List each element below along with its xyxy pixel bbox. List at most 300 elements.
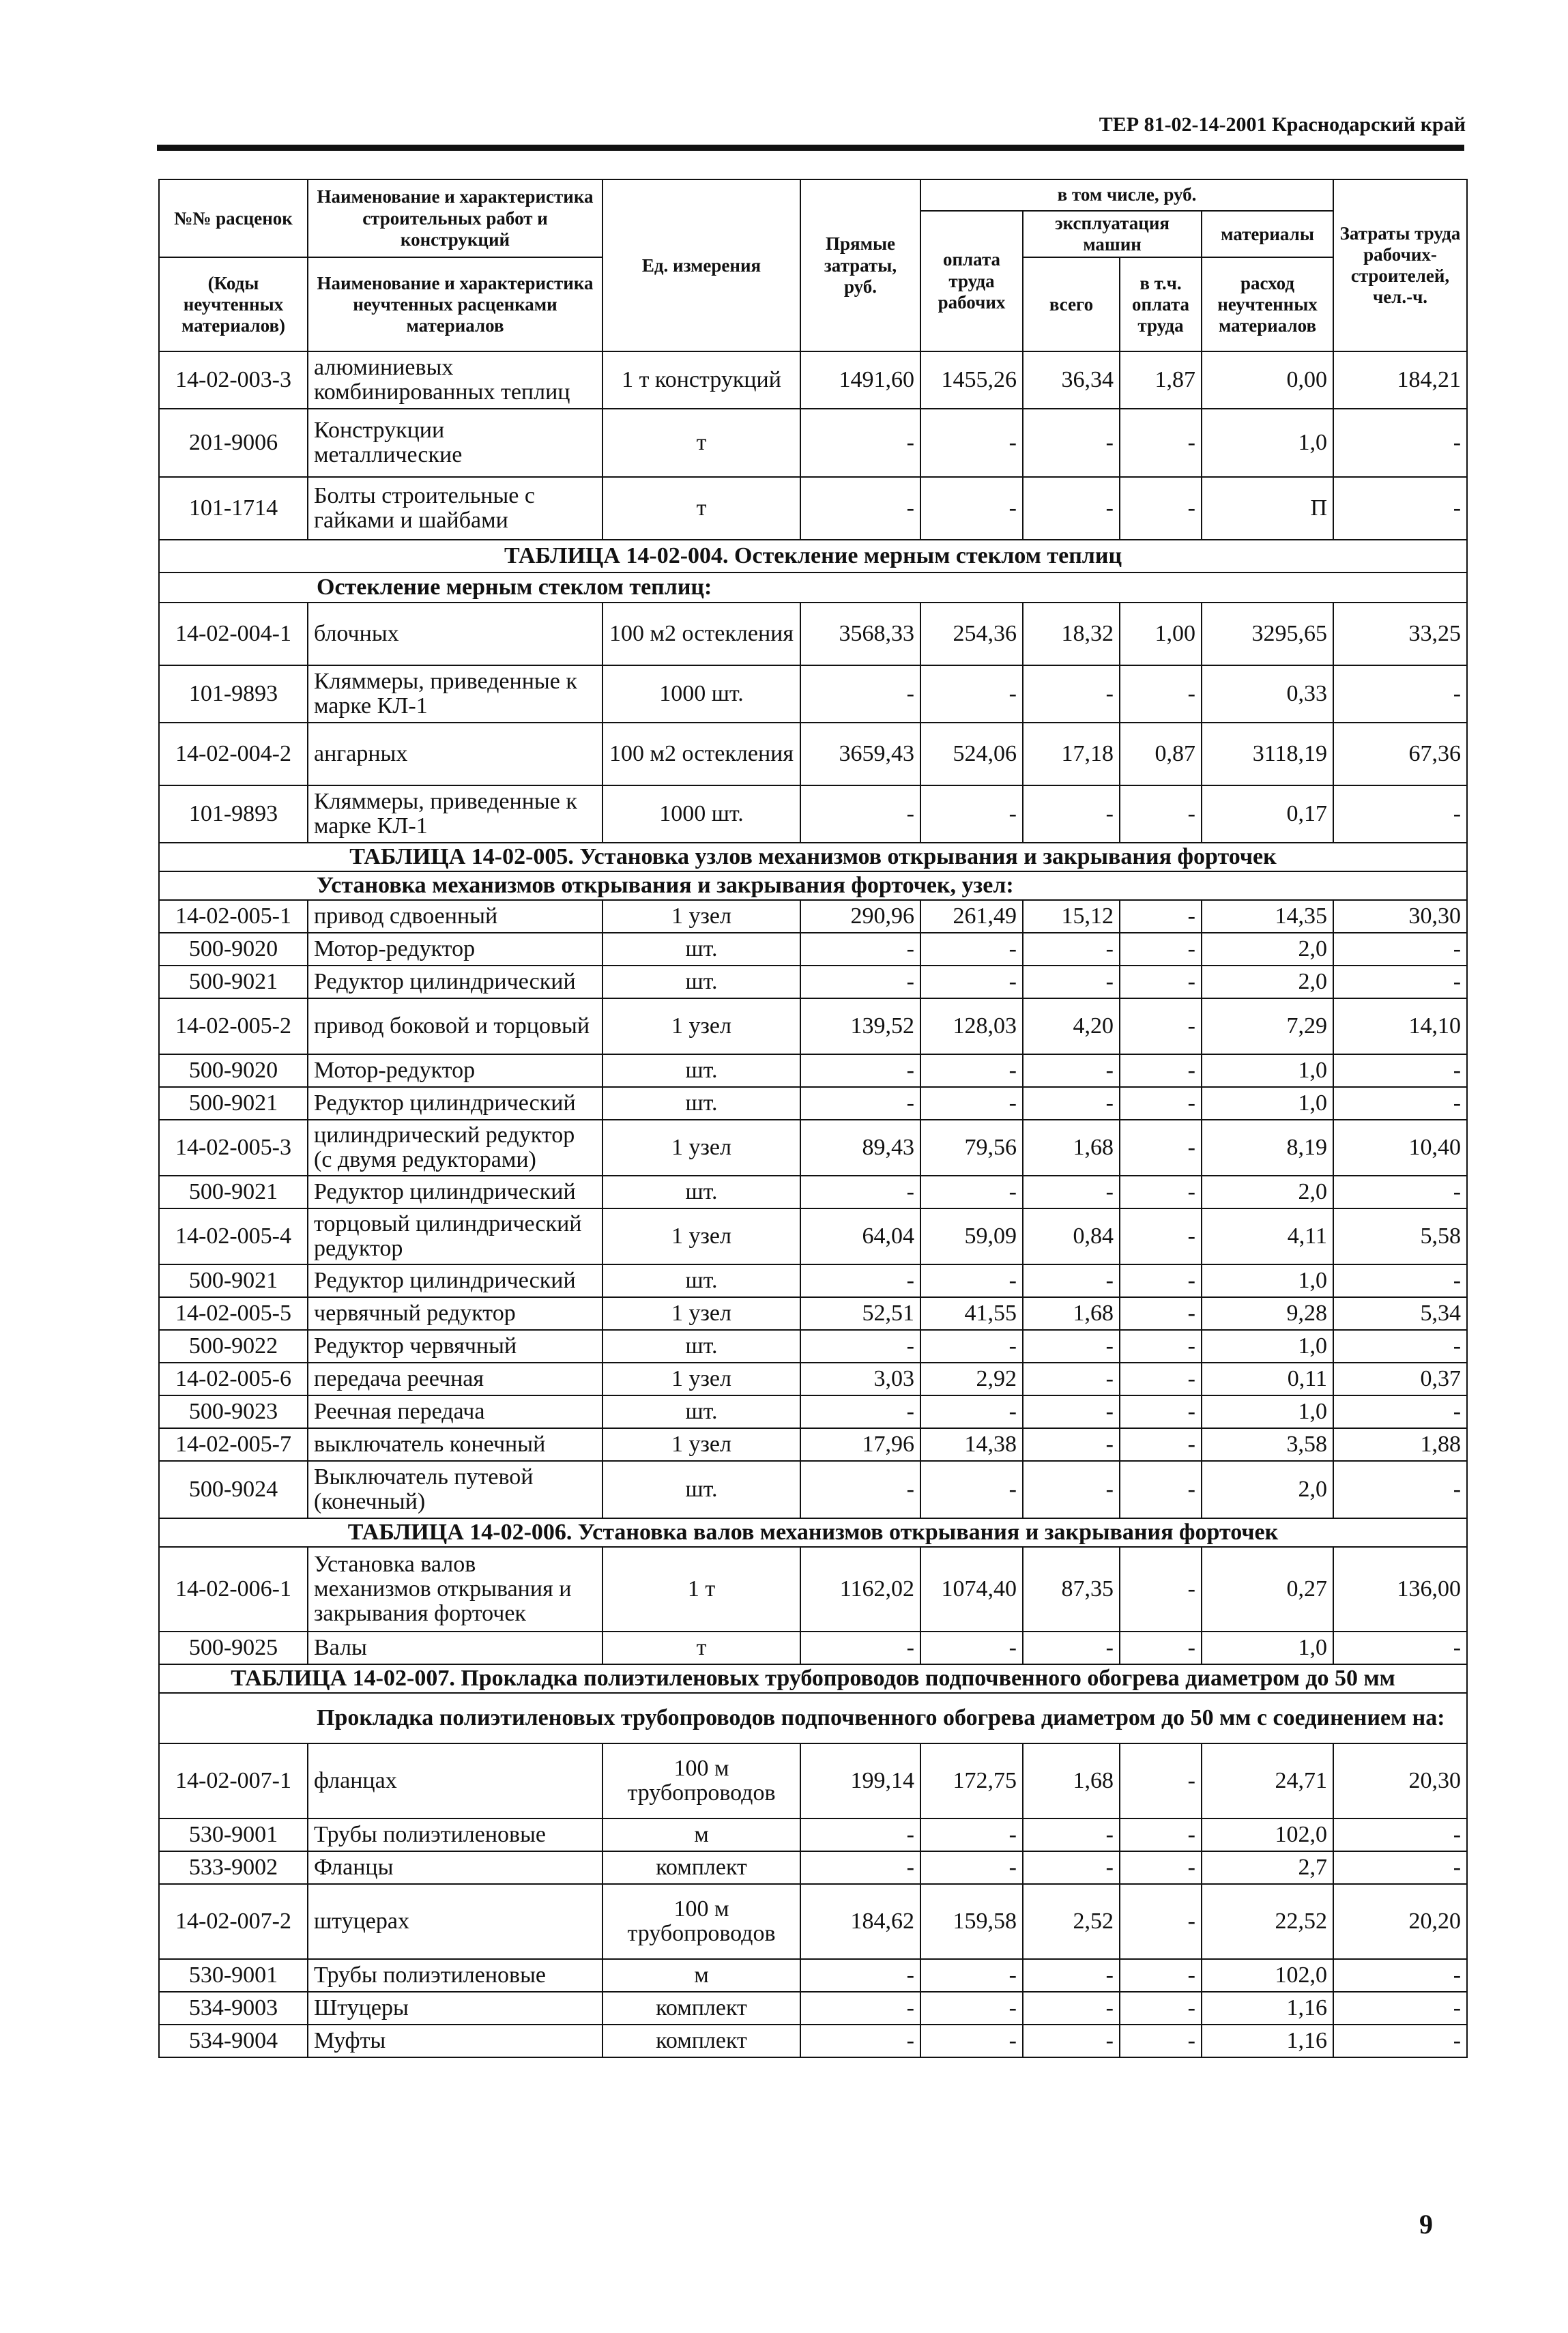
cell-name: блочных [308, 603, 602, 665]
cell-name: Фланцы [308, 1851, 602, 1884]
cell-wages: 79,56 [920, 1120, 1023, 1176]
cell-direct-costs: 1162,02 [800, 1547, 920, 1632]
cell-name: Болты строительные с гайками и шайбами [308, 477, 602, 540]
cell-machines-wages: - [1120, 1330, 1202, 1363]
cell-direct-costs: - [800, 933, 920, 966]
cell-unit: 100 м трубопроводов [602, 1743, 800, 1818]
cell-machines-wages: - [1120, 785, 1202, 843]
header-including: в том числе, руб. [920, 179, 1333, 211]
cell-name: Трубы полиэтиленовые [308, 1818, 602, 1851]
cell-code: 14-02-006-1 [159, 1547, 308, 1632]
cell-materials: 24,71 [1202, 1743, 1333, 1818]
cell-labor: 10,40 [1333, 1120, 1467, 1176]
table-row [159, 1363, 1467, 1395]
cell-direct-costs: 139,52 [800, 998, 920, 1054]
cell-direct-costs: - [800, 665, 920, 723]
cell-code: 500-9021 [159, 1264, 308, 1297]
cell-machines-wages: - [1120, 1176, 1202, 1208]
cell-name: Редуктор червячный [308, 1330, 602, 1363]
cell-code: 530-9001 [159, 1959, 308, 1992]
cell-labor: - [1333, 1461, 1467, 1518]
cell-machines-total: - [1023, 1176, 1120, 1208]
table-row [159, 1264, 1467, 1297]
cell-direct-costs: 3568,33 [800, 603, 920, 665]
cell-labor: 33,25 [1333, 603, 1467, 665]
cell-wages: - [920, 1176, 1023, 1208]
cell-labor: - [1333, 1818, 1467, 1851]
cell-machines-wages: - [1120, 1743, 1202, 1818]
header-materials: материалы [1202, 211, 1333, 257]
cell-machines-total: 17,18 [1023, 723, 1120, 785]
cell-unit: шт. [602, 1395, 800, 1428]
cell-name: Редуктор цилиндрический [308, 1087, 602, 1120]
cell-machines-total: - [1023, 966, 1120, 998]
cell-labor: - [1333, 1330, 1467, 1363]
cell-wages: 524,06 [920, 723, 1023, 785]
cell-code: 14-02-004-2 [159, 723, 308, 785]
cell-machines-total: - [1023, 1992, 1120, 2025]
table-row [159, 603, 1467, 665]
header-labor-costs: Затраты труда рабочих-строителей, чел.-ч. [1333, 179, 1467, 351]
cell-materials: 0,33 [1202, 665, 1333, 723]
cell-machines-total: - [1023, 1851, 1120, 1884]
cell-name: Мотор-редуктор [308, 1054, 602, 1087]
cell-labor: - [1333, 966, 1467, 998]
cell-labor: - [1333, 409, 1467, 477]
cell-direct-costs: - [800, 1851, 920, 1884]
table-row [159, 1297, 1467, 1330]
cell-wages: - [920, 1054, 1023, 1087]
cell-machines-total: 4,20 [1023, 998, 1120, 1054]
header-name [308, 179, 602, 257]
cell-machines-total: 2,52 [1023, 1884, 1120, 1959]
cell-code: 14-02-007-2 [159, 1884, 308, 1959]
cell-labor: - [1333, 1054, 1467, 1087]
cell-wages: - [920, 1818, 1023, 1851]
section-title: Прокладка полиэтиленовых трубопроводов подпочвенного обогрева диаметром до 50 мм с соединением на: [159, 1693, 1467, 1743]
cell-unit: шт. [602, 1330, 800, 1363]
cell-labor: - [1333, 1087, 1467, 1120]
cell-machines-total: - [1023, 409, 1120, 477]
cell-name: Муфты [308, 2025, 602, 2057]
section-header-row [159, 573, 1467, 603]
cell-machines-wages: - [1120, 1087, 1202, 1120]
cell-name: алюминиевых комбинированных теплиц [308, 351, 602, 409]
cell-labor: - [1333, 1176, 1467, 1208]
cell-materials: 14,35 [1202, 900, 1333, 933]
cell-machines-total: - [1023, 1363, 1120, 1395]
header-unit: Ед. измерения [602, 179, 800, 351]
cell-materials: 2,7 [1202, 1851, 1333, 1884]
header-rule [157, 145, 1464, 151]
cell-materials: 9,28 [1202, 1297, 1333, 1330]
cell-materials: 8,19 [1202, 1120, 1333, 1176]
cell-labor: - [1333, 2025, 1467, 2057]
cell-name: штуцерах [308, 1884, 602, 1959]
cell-machines-total: - [1023, 2025, 1120, 2057]
cell-unit: шт. [602, 1461, 800, 1518]
cell-unit: 100 м2 остекления [602, 723, 800, 785]
page-number: 9 [1419, 2209, 1433, 2240]
cell-machines-wages: - [1120, 1395, 1202, 1428]
cell-materials: 1,0 [1202, 1395, 1333, 1428]
cell-materials: 2,0 [1202, 1461, 1333, 1518]
cell-labor: - [1333, 933, 1467, 966]
cell-unit: 1 т конструкций [602, 351, 800, 409]
cell-labor: 0,37 [1333, 1363, 1467, 1395]
cell-machines-total: 1,68 [1023, 1297, 1120, 1330]
cell-machines-total: - [1023, 1395, 1120, 1428]
cell-materials: 102,0 [1202, 1959, 1333, 1992]
table-row [159, 1547, 1467, 1632]
cell-code: 500-9022 [159, 1330, 308, 1363]
cell-materials: 0,00 [1202, 351, 1333, 409]
cell-direct-costs: - [800, 2025, 920, 2057]
cell-machines-wages: - [1120, 1959, 1202, 1992]
cell-code: 101-9893 [159, 665, 308, 723]
cell-wages: - [920, 785, 1023, 843]
cell-materials: 1,0 [1202, 1632, 1333, 1664]
section-title: Установка механизмов открывания и закрывания форточек, узел: [159, 871, 1467, 900]
cell-name: Кляммеры, приведенные к марке КЛ-1 [308, 785, 602, 843]
document-header: ТЕР 81-02-14-2001 Краснодарский край [1099, 113, 1466, 136]
cell-code: 14-02-003-3 [159, 351, 308, 409]
cell-name: выключатель конечный [308, 1428, 602, 1461]
cell-machines-total: 1,68 [1023, 1743, 1120, 1818]
cell-materials: П [1202, 477, 1333, 540]
cell-unit: 100 м2 остекления [602, 603, 800, 665]
cell-name: привод сдвоенный [308, 900, 602, 933]
cell-direct-costs: 184,62 [800, 1884, 920, 1959]
cell-unit: шт. [602, 1264, 800, 1297]
cell-name: Установка валов механизмов открывания и закрывания форточек [308, 1547, 602, 1632]
cell-labor: - [1333, 1264, 1467, 1297]
cell-direct-costs: - [800, 1992, 920, 2025]
cell-direct-costs: - [800, 1264, 920, 1297]
cell-wages: - [920, 933, 1023, 966]
cell-code: 534-9003 [159, 1992, 308, 2025]
cell-direct-costs: - [800, 409, 920, 477]
cell-materials: 1,16 [1202, 2025, 1333, 2057]
cell-name: ангарных [308, 723, 602, 785]
cell-machines-total: - [1023, 1818, 1120, 1851]
header-name-unaccounted: Наименование и характеристика неучтенных расценками материалов [308, 257, 602, 351]
cell-machines-total: - [1023, 933, 1120, 966]
cell-direct-costs: - [800, 1054, 920, 1087]
cell-machines-total: - [1023, 1264, 1120, 1297]
cell-name: Валы [308, 1632, 602, 1664]
table-row [159, 1461, 1467, 1518]
cell-name: червячный редуктор [308, 1297, 602, 1330]
table-row [159, 1818, 1467, 1851]
cell-wages: - [920, 477, 1023, 540]
cell-labor: - [1333, 665, 1467, 723]
cell-labor: - [1333, 1992, 1467, 2025]
cell-name: Конструкции металлические [308, 409, 602, 477]
cell-direct-costs: - [800, 1461, 920, 1518]
cell-unit: 1 узел [602, 1297, 800, 1330]
cell-code: 530-9001 [159, 1818, 308, 1851]
cell-wages: 159,58 [920, 1884, 1023, 1959]
cell-direct-costs: - [800, 477, 920, 540]
cell-labor: - [1333, 1959, 1467, 1992]
cell-labor: 1,88 [1333, 1428, 1467, 1461]
cell-machines-wages: - [1120, 1297, 1202, 1330]
cell-wages: - [920, 2025, 1023, 2057]
cell-direct-costs: 52,51 [800, 1297, 920, 1330]
table-title-row [159, 1664, 1467, 1693]
cell-direct-costs: 199,14 [800, 1743, 920, 1818]
table-row [159, 1428, 1467, 1461]
cell-code: 14-02-005-5 [159, 1297, 308, 1330]
cell-labor: 30,30 [1333, 900, 1467, 933]
cell-name: Выключатель путевой (конечный) [308, 1461, 602, 1518]
cell-machines-total: - [1023, 1461, 1120, 1518]
cell-machines-total: - [1023, 1428, 1120, 1461]
cell-unit: шт. [602, 933, 800, 966]
cell-machines-wages: - [1120, 1054, 1202, 1087]
cell-wages: - [920, 1992, 1023, 2025]
cell-direct-costs: - [800, 785, 920, 843]
section-title: Остекление мерным стеклом теплиц: [159, 573, 1467, 603]
table-row [159, 2025, 1467, 2057]
cell-direct-costs: - [800, 1176, 920, 1208]
cell-unit: шт. [602, 1087, 800, 1120]
cell-labor: - [1333, 1632, 1467, 1664]
cell-machines-total: - [1023, 1632, 1120, 1664]
table-title: ТАБЛИЦА 14-02-006. Установка валов механизмов открывания и закрывания форточек [159, 1518, 1467, 1547]
cell-wages: 2,92 [920, 1363, 1023, 1395]
cell-labor: 20,20 [1333, 1884, 1467, 1959]
table-row [159, 1330, 1467, 1363]
header-materials-consumption: расход неучтенных материалов [1202, 257, 1333, 351]
cell-machines-wages: - [1120, 1884, 1202, 1959]
table-row [159, 966, 1467, 998]
cell-machines-wages: - [1120, 2025, 1202, 2057]
cell-wages: 14,38 [920, 1428, 1023, 1461]
cell-machines-wages: - [1120, 1120, 1202, 1176]
cell-code: 101-9893 [159, 785, 308, 843]
table-row [159, 1884, 1467, 1959]
cell-unit: 1 узел [602, 1120, 800, 1176]
table-row [159, 1087, 1467, 1120]
cell-machines-wages: - [1120, 998, 1202, 1054]
cell-unit: комплект [602, 2025, 800, 2057]
cell-unit: т [602, 477, 800, 540]
cell-wages: 261,49 [920, 900, 1023, 933]
cell-code: 201-9006 [159, 409, 308, 477]
cell-materials: 3118,19 [1202, 723, 1333, 785]
cell-code: 14-02-005-7 [159, 1428, 308, 1461]
cell-name: привод боковой и торцовый [308, 998, 602, 1054]
cell-machines-total: 0,84 [1023, 1208, 1120, 1264]
cell-code: 534-9004 [159, 2025, 308, 2057]
cell-labor: 136,00 [1333, 1547, 1467, 1632]
cell-code: 101-1714 [159, 477, 308, 540]
cell-name: Редуктор цилиндрический [308, 966, 602, 998]
table-row [159, 1632, 1467, 1664]
cell-labor: - [1333, 785, 1467, 843]
cell-wages: 59,09 [920, 1208, 1023, 1264]
cell-unit: т [602, 409, 800, 477]
table-row [159, 1992, 1467, 2025]
cell-name: торцовый цилиндрический редуктор [308, 1208, 602, 1264]
cell-unit: м [602, 1959, 800, 1992]
table-header [159, 179, 1467, 351]
cell-labor: - [1333, 477, 1467, 540]
cell-direct-costs: 3659,43 [800, 723, 920, 785]
cell-labor: - [1333, 1851, 1467, 1884]
table-row [159, 477, 1467, 540]
cell-unit: комплект [602, 1851, 800, 1884]
cell-unit: шт. [602, 1176, 800, 1208]
cell-labor: 184,21 [1333, 351, 1467, 409]
cell-machines-wages: - [1120, 1632, 1202, 1664]
cell-materials: 1,16 [1202, 1992, 1333, 2025]
cell-direct-costs: - [800, 1632, 920, 1664]
cell-materials: 2,0 [1202, 1176, 1333, 1208]
cell-code: 14-02-005-3 [159, 1120, 308, 1176]
cell-name: Реечная передача [308, 1395, 602, 1428]
cell-code: 14-02-005-2 [159, 998, 308, 1054]
cell-machines-total: 87,35 [1023, 1547, 1120, 1632]
table-row [159, 409, 1467, 477]
table-row [159, 933, 1467, 966]
cell-labor: 20,30 [1333, 1743, 1467, 1818]
cell-labor: 67,36 [1333, 723, 1467, 785]
header-direct-costs: Прямые затраты, руб. [800, 179, 920, 351]
cell-machines-wages: - [1120, 1851, 1202, 1884]
cell-name: Трубы полиэтиленовые [308, 1959, 602, 1992]
cell-name: Мотор-редуктор [308, 933, 602, 966]
cell-wages: - [920, 409, 1023, 477]
cell-unit: 100 м трубопроводов [602, 1884, 800, 1959]
cell-materials: 1,0 [1202, 1264, 1333, 1297]
cell-materials: 1,0 [1202, 409, 1333, 477]
cell-wages: 172,75 [920, 1743, 1023, 1818]
cell-code: 500-9025 [159, 1632, 308, 1664]
cell-machines-wages: - [1120, 1428, 1202, 1461]
cell-code: 14-02-005-1 [159, 900, 308, 933]
cell-machines-wages: 1,00 [1120, 603, 1202, 665]
cell-name: Редуктор цилиндрический [308, 1264, 602, 1297]
cell-code: 500-9021 [159, 1176, 308, 1208]
cell-wages: - [920, 1264, 1023, 1297]
cell-materials: 3,58 [1202, 1428, 1333, 1461]
cell-unit: 1000 шт. [602, 665, 800, 723]
cell-machines-wages: - [1120, 1992, 1202, 2025]
cell-direct-costs: - [800, 1395, 920, 1428]
cell-machines-wages: - [1120, 966, 1202, 998]
cell-direct-costs: 64,04 [800, 1208, 920, 1264]
cell-direct-costs: - [800, 1818, 920, 1851]
cell-labor: - [1333, 1395, 1467, 1428]
cell-machines-wages: - [1120, 665, 1202, 723]
table-row [159, 1851, 1467, 1884]
cell-name: передача реечная [308, 1363, 602, 1395]
cell-code: 14-02-005-4 [159, 1208, 308, 1264]
cell-unit: 1 узел [602, 1363, 800, 1395]
table-row [159, 1395, 1467, 1428]
header-name-label: Наименование и характеристика строительных работ и конструкций [317, 186, 594, 250]
cell-direct-costs: - [800, 1330, 920, 1363]
cell-labor: 5,58 [1333, 1208, 1467, 1264]
section-header-row [159, 871, 1467, 900]
cell-direct-costs: - [800, 1959, 920, 1992]
cell-name: Редуктор цилиндрический [308, 1176, 602, 1208]
table-title-row [159, 540, 1467, 573]
cell-name: цилиндрический редуктор (с двумя редукторами) [308, 1120, 602, 1176]
cell-wages: 254,36 [920, 603, 1023, 665]
cell-unit: 1 т [602, 1547, 800, 1632]
cell-machines-total: - [1023, 1087, 1120, 1120]
cell-machines-wages: - [1120, 933, 1202, 966]
cell-unit: 1 узел [602, 1428, 800, 1461]
cell-unit: 1 узел [602, 900, 800, 933]
cell-wages: - [920, 1851, 1023, 1884]
table-title: ТАБЛИЦА 14-02-005. Установка узлов механизмов открывания и закрывания форточек [159, 843, 1467, 871]
cell-direct-costs: - [800, 966, 920, 998]
table-row [159, 1054, 1467, 1087]
table-row [159, 998, 1467, 1054]
cell-code: 14-02-005-6 [159, 1363, 308, 1395]
cell-labor: 14,10 [1333, 998, 1467, 1054]
cell-machines-wages: - [1120, 1547, 1202, 1632]
table-body [159, 351, 1467, 2057]
cell-wages: 41,55 [920, 1297, 1023, 1330]
table-row [159, 1743, 1467, 1818]
cell-materials: 3295,65 [1202, 603, 1333, 665]
cell-materials: 0,17 [1202, 785, 1333, 843]
cell-machines-wages: - [1120, 1363, 1202, 1395]
cell-name: фланцах [308, 1743, 602, 1818]
cell-wages: - [920, 1395, 1023, 1428]
header-wages: оплата труда рабочих [920, 211, 1023, 351]
cell-machines-wages: - [1120, 1461, 1202, 1518]
cell-machines-total: - [1023, 1959, 1120, 1992]
cell-name: Кляммеры, приведенные к марке КЛ-1 [308, 665, 602, 723]
table-title: ТАБЛИЦА 14-02-004. Остекление мерным стеклом теплиц [159, 540, 1467, 573]
cell-code: 500-9024 [159, 1461, 308, 1518]
cell-materials: 22,52 [1202, 1884, 1333, 1959]
table-title-row [159, 1518, 1467, 1547]
cell-labor: 5,34 [1333, 1297, 1467, 1330]
cell-code: 14-02-007-1 [159, 1743, 308, 1818]
cell-machines-wages: - [1120, 477, 1202, 540]
cell-machines-wages: - [1120, 900, 1202, 933]
table-row [159, 1176, 1467, 1208]
cell-machines-total: - [1023, 1054, 1120, 1087]
cell-materials: 0,27 [1202, 1547, 1333, 1632]
cell-machines-total: - [1023, 1330, 1120, 1363]
cell-machines-total: 1,68 [1023, 1120, 1120, 1176]
header-code-unaccounted: (Коды неучтенных материалов) [159, 257, 308, 351]
cell-name: Штуцеры [308, 1992, 602, 2025]
cell-direct-costs: 89,43 [800, 1120, 920, 1176]
cell-direct-costs: 17,96 [800, 1428, 920, 1461]
cell-unit: 1 узел [602, 1208, 800, 1264]
cell-materials: 2,0 [1202, 933, 1333, 966]
cell-materials: 1,0 [1202, 1054, 1333, 1087]
cell-unit: т [602, 1632, 800, 1664]
cell-machines-total: 36,34 [1023, 351, 1120, 409]
cell-direct-costs: 3,03 [800, 1363, 920, 1395]
cell-materials: 2,0 [1202, 966, 1333, 998]
table-row [159, 351, 1467, 409]
cell-wages: - [920, 1632, 1023, 1664]
cell-unit: 1 узел [602, 998, 800, 1054]
cell-wages: 1074,40 [920, 1547, 1023, 1632]
